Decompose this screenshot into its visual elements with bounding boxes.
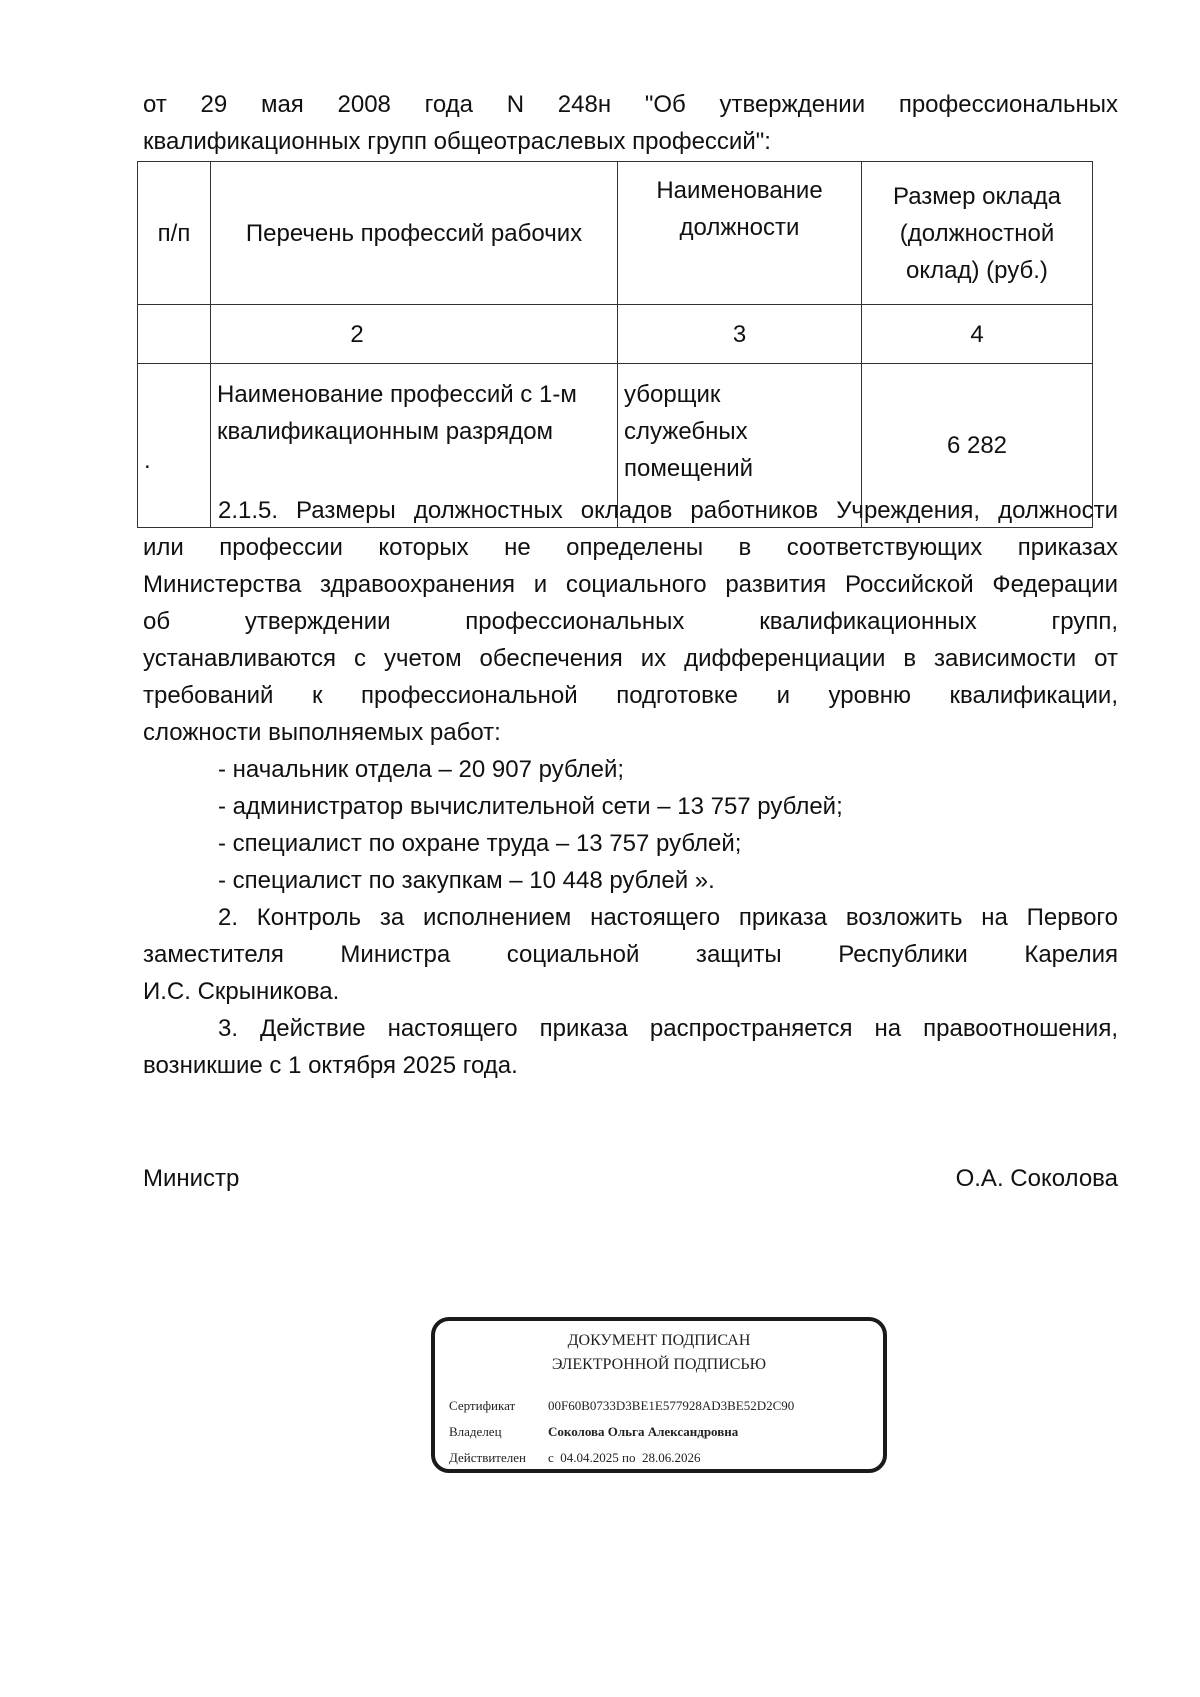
stamp-certificate-row [449, 1397, 794, 1415]
row-profession-cell: Наименование профессий с 1-м квалификационным разрядом [211, 364, 618, 528]
stamp-valid-to: 28.06.2026 [642, 1450, 701, 1465]
row-position-cell: уборщик служебных помещений [618, 364, 862, 528]
stamp-valid-to-prefix: по [622, 1450, 636, 1465]
stamp-title-line-2: ЭЛЕКТРОННОЙ ПОДПИСЬЮ [551, 1356, 767, 1373]
row-number-cell: . [138, 364, 211, 528]
stamp-valid-row [449, 1449, 701, 1467]
stamp-title [435, 1329, 883, 1377]
stamp-certificate-label: Сертификат [449, 1398, 516, 1413]
intro-line-2: квалификационных групп общеотраслевых профессий": [143, 128, 771, 155]
list-item: - специалист по охране труда – 13 757 рублей; [218, 830, 742, 857]
table-number-row [138, 305, 1093, 364]
header-cell-number: п/п [138, 162, 211, 305]
header-cell-position: Наименование должности [618, 162, 862, 305]
number-cell-1 [138, 305, 211, 364]
number-cell-4: 4 [862, 305, 1093, 364]
clause-2-1-5-line-5: устанавливаются с учетом обеспечения их дифференциации в зависимости от [143, 645, 1118, 672]
clause-3-line-2: возникшие с 1 октября 2025 года. [143, 1052, 518, 1079]
signatory-position: Министр [143, 1165, 240, 1192]
clause-2-1-5-line-3: Министерства здравоохранения и социального развития Российской Федерации [143, 571, 1118, 598]
table-header-row [138, 162, 1093, 305]
list-item: - администратор вычислительной сети – 13 757 рублей; [218, 793, 843, 820]
stamp-valid-label: Действителен [449, 1450, 526, 1465]
clause-2-1-5-line-1: 2.1.5. Размеры должностных окладов работников Учреждения, должности [218, 497, 1118, 524]
stamp-certificate-value: 00F60B0733D3BE1E577928AD3BE52D2C90 [548, 1398, 795, 1413]
stamp-valid-from: 04.04.2025 [560, 1450, 619, 1465]
clause-2-line-1: 2. Контроль за исполнением настоящего приказа возложить на Первого [218, 904, 1118, 931]
signatory-name: О.А. Соколова [955, 1165, 1118, 1192]
clause-2-1-5-line-2: или профессии которых не определены в соответствующих приказах [143, 534, 1118, 561]
header-cell-salary: Размер оклада (должностной оклад) (руб.) [862, 162, 1093, 305]
stamp-owner-value: Соколова Ольга Александровна [548, 1424, 739, 1439]
clause-2-1-5-line-4: об утверждении профессиональных квалификационных групп, [143, 608, 1118, 635]
clause-3-line-1: 3. Действие настоящего приказа распространяется на правоотношения, [218, 1015, 1118, 1042]
number-cell-2: 2 [211, 305, 618, 364]
stamp-valid-from-prefix: с [548, 1450, 554, 1465]
clause-2-1-5-line-7: сложности выполняемых работ: [143, 719, 501, 746]
list-item: - специалист по закупкам – 10 448 рублей ». [218, 867, 715, 894]
stamp-owner-row [449, 1423, 738, 1441]
intro-paragraph [143, 86, 1118, 160]
clause-2-line-3: И.С. Скрыникова. [143, 978, 340, 1005]
number-cell-3: 3 [618, 305, 862, 364]
signature-row [143, 1160, 1118, 1197]
row-salary-cell: 6 282 [862, 364, 1093, 528]
clause-2-1-5-line-6: требований к профессиональной подготовке и уровню квалификации, [143, 682, 1118, 709]
list-item: - начальник отдела – 20 907 рублей; [218, 756, 625, 783]
clause-2-1-5 [143, 492, 1118, 1084]
stamp-owner-label: Владелец [449, 1424, 502, 1439]
salary-table [137, 161, 1093, 528]
header-cell-professions: Перечень профессий рабочих [211, 162, 618, 305]
electronic-signature-stamp [431, 1317, 887, 1473]
intro-line-1: от 29 мая 2008 года N 248н "Об утверждении профессиональных [143, 91, 1118, 118]
clause-2-line-2: заместителя Министра социальной защиты Республики Карелия [143, 941, 1118, 968]
stamp-title-line-1: ДОКУМЕНТ ПОДПИСАН [567, 1332, 751, 1349]
